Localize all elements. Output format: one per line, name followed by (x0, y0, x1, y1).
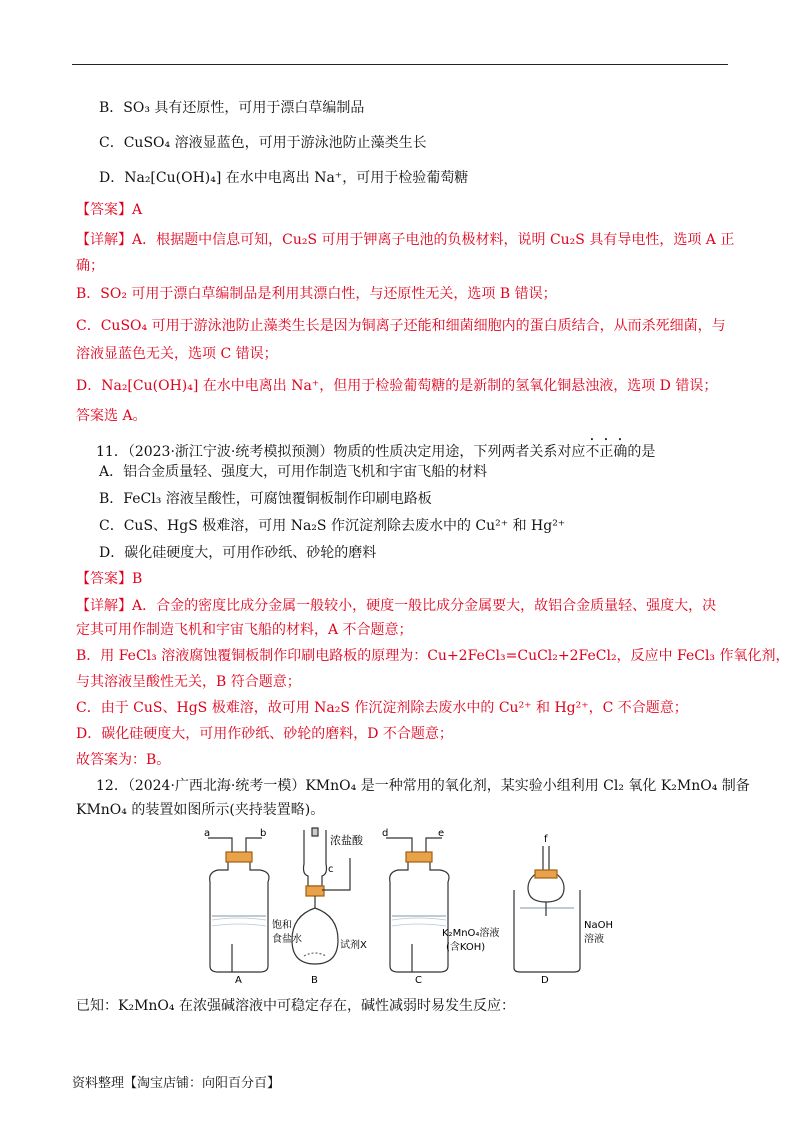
detail-11-line4: 与其溶液呈酸性无关，B 符合题意； (76, 674, 301, 690)
question-11-emphasis: 不正确 (585, 444, 628, 460)
footer-source: 资料整理【淘宝店铺：向阳百分百】 (72, 1076, 281, 1091)
detail-11-line7: 故答案为：B。 (76, 752, 171, 768)
answer-10: 【答案】A (76, 202, 143, 218)
detail-11-line5: C．由于 CuS、HgS 极难溶，故可用 Na₂S 作沉淀剂除去废水中的 Cu²⁺ 和 Hg²⁺，C 不合题意； (76, 700, 688, 716)
apparatus-label-b: B (311, 975, 318, 984)
detail-10-line3: B．SO₂ 可用于漂白草编制品是利用其漂白性，与还原性无关，选项 B 错误； (76, 286, 557, 302)
detail-11-line1: 【详解】A．合金的密度比成分金属一般较小，硬度一般比成分金属要大，故铝合金质量轻、强度大，决 (76, 598, 717, 614)
detail-11-line6: D．碳化硅硬度大，可用作砂纸、砂轮的磨料，D 不合题意； (76, 726, 453, 742)
question-11-stem-post: 的是 (627, 444, 656, 460)
detail-10-line5: 溶液显蓝色无关，选项 C 错误； (76, 346, 278, 362)
apparatus-diagram (180, 824, 620, 984)
known-condition: 已知：K₂MnO₄ 在浓强碱溶液中可稳定存在，碱性减弱时易发生反应： (76, 998, 515, 1014)
detail-10-line1: 【详解】A．根据题中信息可知，Cu₂S 可用于钾离子电池的负极材料，说明 Cu₂S 具有导电性，选项 A 正 (76, 232, 735, 248)
answer-11: 【答案】B (76, 571, 143, 587)
label-brine-2: 食盐水 (272, 934, 302, 945)
question-11-option-c: C．CuS、HgS 极难溶，可用 Na₂S 作沉淀剂除去废水中的 Cu²⁺ 和 Hg²⁺ (99, 518, 566, 534)
tube-label-d: d (382, 828, 389, 839)
question-11-option-d: D．碳化硅硬度大，可用作砂纸、砂轮的磨料 (99, 545, 377, 561)
label-k2mno4-1: K₂MnO₄溶液 (442, 928, 500, 939)
option-d-prev: D．Na₂[Cu(OH)₄] 在水中电离出 Na⁺，可用于检验葡萄糖 (99, 170, 469, 186)
apparatus-label-d: D (541, 975, 549, 984)
label-naoh-2: 溶液 (584, 934, 604, 945)
detail-10-line2: 确； (76, 258, 104, 274)
label-k2mno4-2: (含KOH) (446, 942, 486, 953)
question-12-line1: 12．（2024·广西北海·统考一模）KMnO₄ 是一种常用的氧化剂，某实验小组利用 Cl₂ 氧化 K₂MnO₄ 制备 (96, 778, 750, 794)
apparatus-a-wash-bottle (208, 838, 269, 972)
detail-10-line6: D．Na₂[Cu(OH)₄] 在水中电离出 Na⁺，但用于检验葡萄糖的是新制的氢氧化铜悬浊液，选项 D 错误； (76, 378, 718, 394)
apparatus-label-a: A (235, 975, 242, 984)
label-naoh-1: NaOH (584, 920, 613, 931)
question-11-stem (96, 436, 655, 462)
label-reagent-x: 试剂X (340, 940, 367, 951)
question-11-option-a: A．铝合金质量轻、强度大，可用作制造飞机和宇宙飞船的材料 (99, 464, 488, 480)
tube-label-e: e (438, 828, 445, 839)
detail-11-line2: 定其可用作制造飞机和宇宙飞船的材料，A 不合题意； (76, 622, 413, 638)
question-11-option-b: B．FeCl₃ 溶液呈酸性，可腐蚀覆铜板制作印刷电路板 (99, 491, 432, 507)
label-conc-hcl: 浓盐酸 (330, 834, 363, 847)
detail-11-line3: B．用 FeCl₃ 溶液腐蚀覆铜板制作印刷电路板的原理为：Cu+2FeCl₃=CuCl₂+2FeCl₂，反应中 FeCl₃ 作氧化剂， (76, 648, 790, 664)
option-b-prev: B．SO₃ 具有还原性，可用于漂白草编制品 (99, 100, 365, 116)
detail-10-line7: 答案选 A。 (76, 408, 147, 424)
detail-10-line4: C．CuSO₄ 可用于游泳池防止藻类生长是因为铜离子还能和细菌细胞内的蛋白质结合，从而杀死细菌，与 (76, 318, 726, 334)
apparatus-c-wash-bottle (386, 838, 449, 972)
tube-label-f: f (544, 834, 548, 845)
header-rule (72, 64, 728, 65)
question-12-line2: KMnO₄ 的装置如图所示(夹持装置略)。 (76, 802, 325, 818)
apparatus-d-beaker (514, 846, 580, 972)
option-c-prev: C．CuSO₄ 溶液显蓝色，可用于游泳池防止藻类生长 (99, 135, 427, 151)
tube-label-c: c (328, 864, 334, 875)
tube-label-b: b (260, 828, 267, 839)
tube-label-a: a (204, 828, 211, 839)
apparatus-label-c: C (415, 975, 422, 984)
label-brine-1: 饱和 (272, 920, 292, 931)
question-11-stem-pre: 11．（2023·浙江宁波·统考模拟预测）物质的性质决定用途，下列两者关系对应 (96, 444, 586, 460)
